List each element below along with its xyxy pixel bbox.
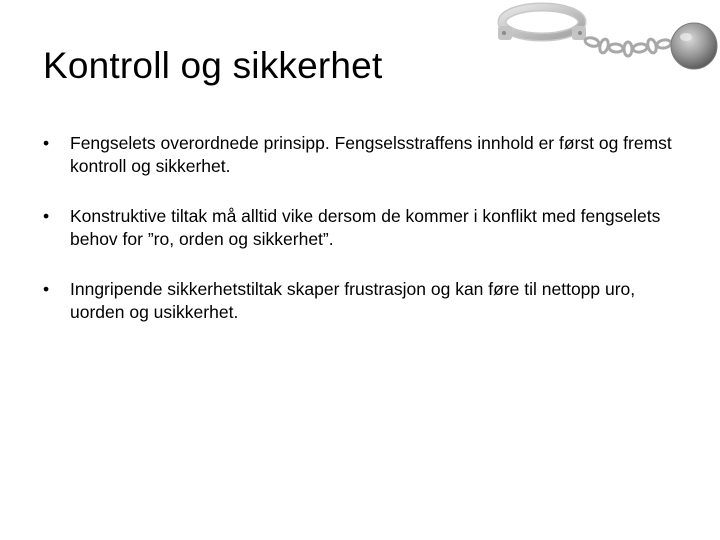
bullet-text-2: Konstruktive tiltak må alltid vike dersom de kommer i konflikt med fengselets behov for ”ro, orden og sikkerhet”. — [70, 206, 661, 249]
bullet-dot: • — [43, 279, 50, 299]
bullet-dot: • — [43, 133, 50, 153]
bullet-item-1 — [43, 132, 693, 178]
slide-title: Kontroll og sikkerhet — [43, 45, 383, 86]
bullet-text-3: Inngripende sikkerhetstiltak skaper frustrasjon og kan føre til nettopp uro, uorden og usikkerhet. — [70, 279, 636, 322]
chain-shape — [584, 36, 680, 56]
iron-ball-shape — [671, 23, 717, 69]
ball-and-chain-icon — [494, 0, 720, 82]
bullet-list — [43, 132, 693, 351]
shackle-shape — [498, 7, 586, 40]
bullet-text-1: Fengselets overordnede prinsipp. Fengselsstraffens innhold er først og fremst kontroll og sikkerhet. — [70, 133, 672, 176]
bullet-item-3 — [43, 278, 693, 324]
bullet-item-2 — [43, 205, 693, 251]
bullet-dot: • — [43, 206, 50, 226]
